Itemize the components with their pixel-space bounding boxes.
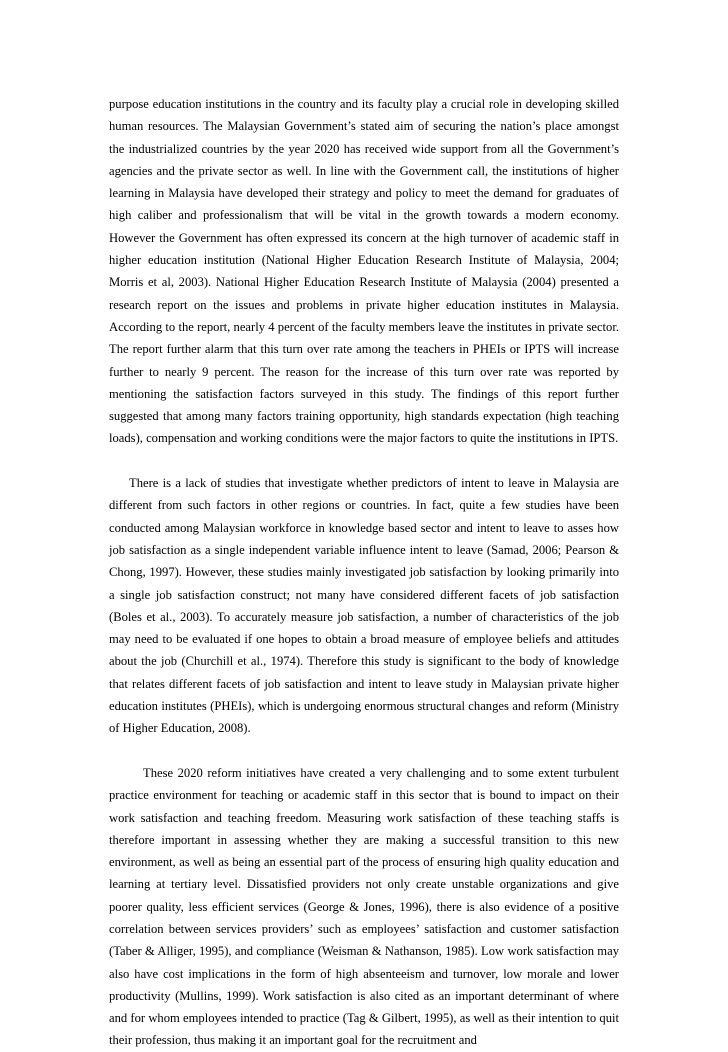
paragraph-2: There is a lack of studies that investigate whether predictors of intent to leave in Malaysia are different from such factors in other regions or countries. In fact, quite a few studies have been conducted among Malaysian workforce in knowledge based sector and intent to leave to asses how job satisfaction as a single independent variable influence intent to leave (Samad, 2006; Pearson & Chong, 1997). However, these studies mainly investigated job satisfaction by looking primarily into a single job satisfaction construct; not many have considered different facets of job satisfaction (Boles et al., 2003). To accurately measure job satisfaction, a number of characteristics of the job may need to be evaluated if one hopes to obtain a broad measure of employee beliefs and attitudes about the job (Churchill et al., 1974). Therefore this study is significant to the body of knowledge that relates different facets of job satisfaction and intent to leave study in Malaysian private higher education institutes (PHEIs), which is undergoing enormous structural changes and reform (Ministry of Higher Education, 2008). — [109, 476, 619, 736]
paragraph-1: purpose education institutions in the country and its faculty play a crucial role in developing skilled human resources. The Malaysian Government’s stated aim of securing the nation’s place amongst the industrialized countries by the year 2020 has received wide support from all the Government’s agencies and the private sector as well. In line with the Government call, the institutions of higher learning in Malaysia have developed their strategy and policy to meet the demand for graduates of high caliber and professionalism that will be vital in the growth towards a modern economy. However the Government has often expressed its concern at the high turnover of academic staff in higher education institution (National Higher Education Research Institute of Malaysia, 2004; Morris et al, 2003). National Higher Education Research Institute of Malaysia (2004) presented a research report on the issues and problems in private higher education institutes in Malaysia. According to the report, nearly 4 percent of the faculty members leave the institutes in private sector. The report further alarm that this turn over rate among the teachers in PHEIs or IPTS will increase further to nearly 9 percent. The reason for the increase of this turn over rate was reported by mentioning the satisfaction factors surveyed in this study. The findings of this report further suggested that among many factors training opportunity, high standards expectation (high teaching loads), compensation and working conditions were the major factors to quite the institutions in IPTS. — [109, 97, 619, 446]
document-page — [109, 93, 619, 1052]
paragraph-3: These 2020 reform initiatives have created a very challenging and to some extent turbulent practice environment for teaching or academic staff in this sector that is bound to impact on their work satisfaction and teaching freedom. Measuring work satisfaction of these teaching staffs is therefore important in assessing whether they are making a successful transition to this new environment, as well as being an essential part of the process of ensuring high quality education and learning at tertiary level. Dissatisfied providers not only create unstable organizations and give poorer quality, less efficient services (George & Jones, 1996), there is also evidence of a positive correlation between services providers’ such as employees’ satisfaction and customer satisfaction (Taber & Alliger, 1995), and compliance (Weisman & Nathanson, 1985). Low work satisfaction may also have cost implications in the form of high absenteeism and turnover, low morale and lower productivity (Mullins, 1999). Work satisfaction is also cited as an important determinant of where and for whom employees intended to practice (Tag & Gilbert, 1995), as well as their intention to quit their profession, thus making it an important goal for the recruitment and — [109, 765, 619, 1048]
